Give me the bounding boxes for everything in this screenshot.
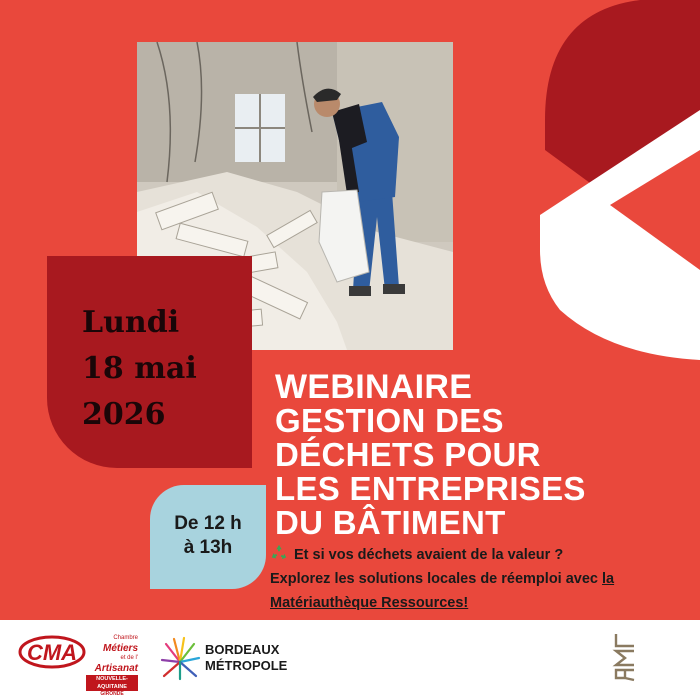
tagline-text-2: Explorez les solutions locales de réemploi avec [270, 571, 603, 587]
bm-line-1: BORDEAUX [205, 642, 280, 657]
materiautheque-link-part-1[interactable]: la [602, 571, 615, 587]
date-day: Lundi [82, 305, 180, 340]
webinar-title [275, 370, 586, 540]
title-line-4: LES ENTREPRISES [275, 470, 586, 507]
event-date [82, 300, 242, 438]
cma-region-band: NOUVELLE-AQUITAINE [86, 675, 138, 691]
cma-big-1: Métiers [102, 643, 138, 654]
tagline [270, 543, 695, 615]
time-line-1: De 12 h [174, 513, 242, 534]
cma-small-2: et de l' [120, 655, 138, 661]
bordeaux-metropole-wordmark [205, 642, 287, 674]
recycle-icon [270, 544, 288, 562]
tagline-line-2 [270, 567, 695, 591]
date-date: 18 mai [82, 351, 197, 386]
lmr-logo [610, 632, 640, 682]
cma-small-1: Chambre [113, 635, 138, 641]
title-line-2: GESTION DES [275, 402, 504, 439]
materiautheque-link[interactable]: Matériauthèque Ressources! [270, 595, 469, 611]
tagline-text-1: Et si vos déchets avaient de la valeur ? [294, 547, 564, 563]
date-year: 2026 [82, 397, 166, 432]
title-line-5: DU BÂTIMENT [275, 504, 506, 541]
event-time [150, 512, 266, 560]
cma-wordmark [86, 634, 138, 698]
bm-line-2: MÉTROPOLE [205, 658, 288, 673]
title-line-3: DÉCHETS POUR [275, 436, 541, 473]
cma-initials: CMA [26, 640, 78, 665]
title-line-1: WEBINAIRE [275, 368, 473, 406]
tagline-line-1 [270, 543, 695, 567]
tagline-line-3 [270, 591, 695, 615]
cma-logo [18, 632, 86, 672]
cma-department: GIRONDE [100, 691, 124, 697]
time-line-2: à 13h [183, 537, 233, 558]
cma-big-2: Artisanat [94, 663, 138, 674]
bordeaux-metropole-burst-icon [160, 636, 200, 680]
